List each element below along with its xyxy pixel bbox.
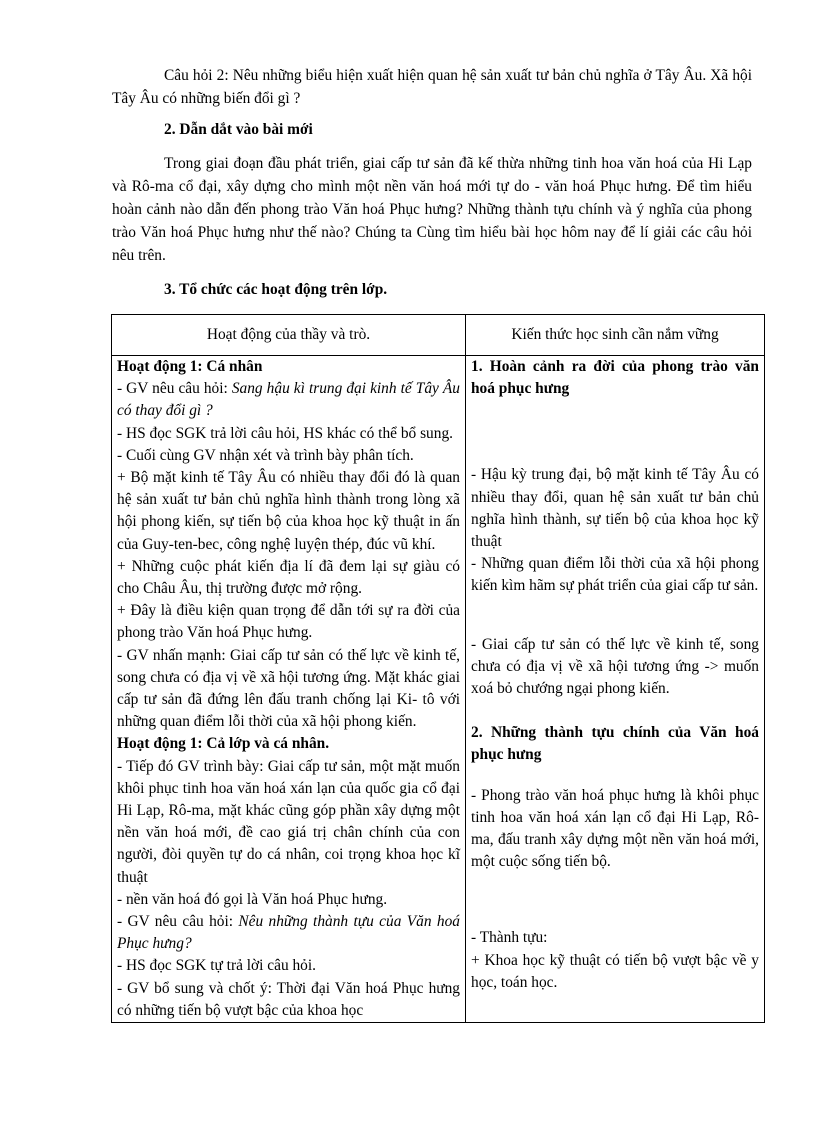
- activity-1-title: Hoạt động 1: Cá nhân: [117, 358, 263, 375]
- spacer: [471, 767, 759, 785]
- activity-1-line: - Cuối cùng GV nhận xét và trình bày phân tích.: [117, 446, 414, 464]
- section-1-text: - Hậu kỳ trung đại, bộ mặt kinh tế Tây Âu có nhiều thay đổi, quan hệ sản xuất tư bản chủ nghĩa hình thành, sự tiến bộ của khoa học kỹ thuật: [471, 466, 759, 551]
- activities-cell: [112, 356, 466, 1023]
- activity-2-line: - HS đọc SGK tự trả lời câu hỏi.: [117, 957, 317, 975]
- lead-paragraph: Trong giai đoạn đầu phát triển, giai cấp tư sản đã kế thừa những tinh hoa văn hoá của Hi Lạp và Rô-ma cổ đại, xây dựng cho mình một nền văn hoá mới tự do - văn hoá Phục hưng. Để tìm hiểu hoàn cảnh nào dẫn đến phong trào Văn hoá Phục hưng? Những thành tựu chính và ý nghĩa của phong trào Văn hoá Phục hưng như thế nào? Chúng ta Cùng tìm hiểu bài học hôm nay để lí giải các câu hỏi nêu trên.: [112, 155, 752, 264]
- section-2-text: + Khoa học kỹ thuật có tiến bộ vượt bậc về y học, toán học.: [471, 951, 759, 991]
- activity-2-line: - Tiếp đó GV trình bày: Giai cấp tư sản, một mặt muốn khôi phục tinh hoa văn hoá xán lạn của quốc gia cổ đại Hi Lạp, Rô-ma, mặt khác cũng góp phần xây dựng một nền văn hoá mới, đề cao giá trị chân chính của con người, đòi quyền tự do cá nhân, coi trọng khoa học kĩ thuật: [117, 757, 460, 886]
- heading-lead-in: 2. Dẫn dắt vào bài mới: [164, 121, 313, 138]
- activity-1-line: + Những cuộc phát kiến địa lí đã đem lại sự giàu có cho Châu Âu, thị trường được mở rộng.: [117, 557, 460, 598]
- spacer: [471, 873, 759, 927]
- activity-1-line: - GV nhấn mạnh: Giai cấp tư sản có thế lực về kinh tế, song chưa có địa vị về xã hội tương ứng. Mặt khác giai cấp tư sản đã đứng lên đấu tranh chống lại Ki- tô với những quan điểm lỗi thời của xã hội phong kiến.: [117, 646, 460, 731]
- table-header-row: [112, 315, 765, 356]
- activity-1-line: + Đây là điều kiện quan trọng để dẫn tới sự ra đời của phong trào Văn hoá Phục hưng.: [117, 602, 460, 642]
- section-1-text: - Giai cấp tư sản có thế lực về kinh tế, song chưa có địa vị về xã hội tương ứng -> muốn xoá bỏ chướng ngại phong kiến.: [471, 635, 759, 698]
- heading-activities: 3. Tổ chức các hoạt động trên lớp.: [164, 281, 388, 298]
- spacer: [471, 700, 759, 722]
- activity-2-line: - nền văn hoá đó gọi là Văn hoá Phục hưng.: [117, 890, 388, 908]
- section-2-text: - Phong trào văn hoá phục hưng là khôi phục tinh hoa văn hoá xán lạn cổ đại Hi Lạp, Rô-ma, đấu tranh xây dựng một nền văn hoá mới, một cuộc sống tiến bộ.: [471, 786, 759, 871]
- spacer: [471, 400, 759, 464]
- activity-2-title: Hoạt động 1: Cả lớp và cá nhân.: [117, 735, 330, 753]
- section-1-text: - Những quan điểm lỗi thời của xã hội phong kiến kìm hãm sự phát triển của giai cấp tư sản.: [471, 555, 759, 595]
- activity-2-line: - GV bổ sung và chốt ý: Thời đại Văn hoá Phục hưng có những tiến bộ vượt bậc của khoa học: [117, 979, 460, 1019]
- activity-2-question: - GV nêu câu hỏi: Nêu những thành tựu của Văn hoá Phục hưng?: [117, 913, 460, 953]
- activity-1-question: - GV nêu câu hỏi: Sang hậu kì trung đại kinh tế Tây Âu có thay đổi gì ?: [117, 380, 461, 420]
- section-2-text: - Thành tựu:: [471, 929, 548, 947]
- table-row: [112, 356, 765, 1023]
- section-1-title: 1. Hoàn cảnh ra đời của phong trào văn hoá phục hưng: [471, 358, 759, 398]
- knowledge-cell: [466, 356, 765, 1023]
- question-2: Câu hỏi 2: Nêu những biểu hiện xuất hiện quan hệ sản xuất tư bản chủ nghĩa ở Tây Âu. Xã hội Tây Âu có những biến đổi gì ?: [112, 67, 752, 107]
- header-knowledge: Kiến thức học sinh cần nắm vững: [466, 315, 765, 356]
- activity-1-line: - HS đọc SGK trả lời câu hỏi, HS khác có thể bổ sung.: [117, 424, 453, 442]
- activity-1-line: + Bộ mặt kinh tế Tây Âu có nhiều thay đổi đó là quan hệ sản xuất tư bản chủ nghĩa hình thành trong lòng xã hội phong kiến, sự tiến bộ của khoa học kỹ thuật in ấn của Guy-ten-bec, công nghệ luyện thép, đúc vũ khí.: [117, 469, 460, 553]
- spacer: [471, 598, 759, 634]
- section-2-title: 2. Những thành tựu chính của Văn hoá phục hưng: [471, 724, 759, 764]
- lesson-table: [111, 314, 765, 1023]
- header-teacher-student: Hoạt động của thầy và trò.: [112, 315, 466, 356]
